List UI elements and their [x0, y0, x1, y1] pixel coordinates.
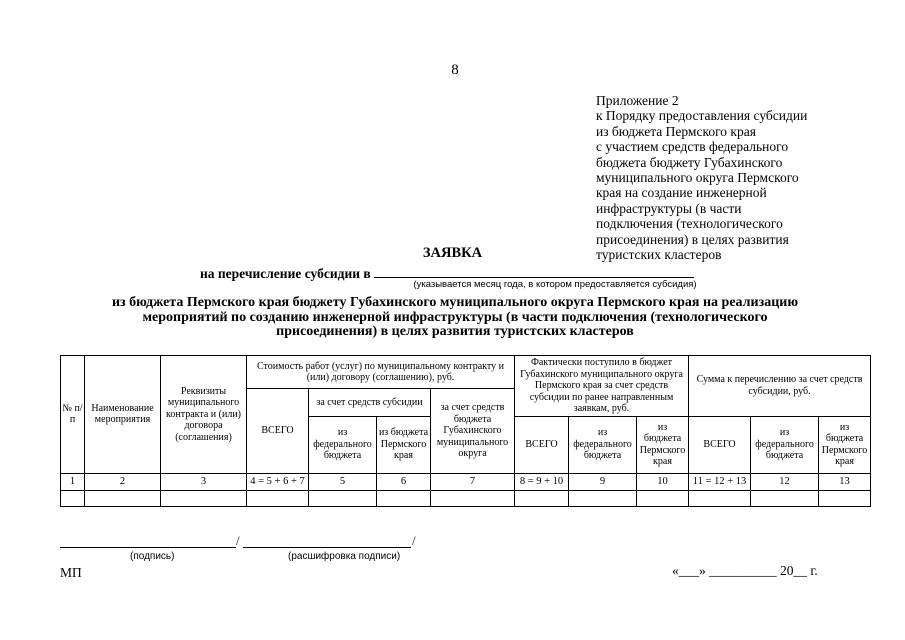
header-cost-group: Стоимость работ (услуг) по муниципальному контракту и (или) договору (соглашению), руб.: [247, 356, 515, 389]
empty-cell[interactable]: [819, 490, 871, 506]
column-number: 9: [569, 473, 637, 490]
empty-cell[interactable]: [309, 490, 377, 506]
header-cost-perm: из бюджета Пермского края: [377, 416, 431, 473]
empty-cell[interactable]: [247, 490, 309, 506]
header-cost-federal: из федерального бюджета: [309, 416, 377, 473]
decode-caption: (расшифровка подписи): [288, 551, 401, 562]
header-received-federal: из федерального бюджета: [569, 416, 637, 473]
empty-data-row: [61, 490, 871, 506]
appendix-line: муниципального округа Пермского: [596, 170, 799, 186]
header-name: Наименование мероприятия: [85, 356, 161, 474]
empty-cell[interactable]: [637, 490, 689, 506]
subsidy-request-table: [60, 355, 871, 507]
column-number: 6: [377, 473, 431, 490]
stamp-label: МП: [60, 565, 82, 580]
signature-caption: (подпись): [130, 551, 175, 562]
column-number: 4 = 5 + 6 + 7: [247, 473, 309, 490]
purpose-text: [60, 296, 850, 340]
column-number: 2: [85, 473, 161, 490]
signature-decode-line[interactable]: [243, 547, 411, 548]
page-number: 8: [451, 62, 459, 78]
empty-cell[interactable]: [751, 490, 819, 506]
purpose-line: присоединения) в целях развития туристских кластеров: [276, 324, 634, 339]
appendix-line: к Порядку предоставления субсидии: [596, 108, 808, 124]
header-transfer-group: Сумма к перечислению за счет средств субсидии, руб.: [689, 356, 871, 417]
column-number: 1: [61, 473, 85, 490]
header-cost-total: ВСЕГО: [247, 389, 309, 474]
signature-slash: /: [236, 533, 240, 548]
column-number: 8 = 9 + 10: [515, 473, 569, 490]
appendix-line: присоединения) в целях развития: [596, 231, 789, 247]
column-number: 10: [637, 473, 689, 490]
empty-cell[interactable]: [431, 490, 515, 506]
appendix-line: инфраструктуры (в части: [596, 200, 742, 216]
header-subsidy-subgroup: за счет средств субсидии: [309, 389, 431, 417]
column-number: 13: [819, 473, 871, 490]
header-no: № п/п: [61, 356, 85, 474]
column-number: 11 = 12 + 13: [689, 473, 751, 490]
appendix-line: подключения (технологического: [596, 216, 783, 232]
appendix-line: из бюджета Пермского края: [596, 123, 756, 139]
appendix-line: с участием средств федерального: [596, 139, 789, 155]
header-received-total: ВСЕГО: [515, 416, 569, 473]
empty-cell[interactable]: [515, 490, 569, 506]
column-number: 3: [161, 473, 247, 490]
empty-cell[interactable]: [161, 490, 247, 506]
empty-cell[interactable]: [377, 490, 431, 506]
purpose-line: мероприятий по созданию инженерной инфраструктуры (в части подключения (технологического: [142, 309, 768, 325]
appendix-line: туристских кластеров: [596, 247, 722, 263]
appendix-block: [596, 93, 846, 262]
subsidy-line-text: на перечисление субсидии в: [200, 266, 371, 281]
header-transfer-perm: из бюджета Пермского края: [819, 416, 871, 473]
header-received-perm: из бюджета Пермского края: [637, 416, 689, 473]
header-gubakha-budget: за счет средств бюджета Губахинского муниципального округа: [431, 389, 515, 474]
appendix-line: бюджета бюджету Губахинского: [596, 154, 783, 170]
document-title: ЗАЯВКА: [422, 245, 483, 261]
signature-slash: /: [412, 533, 416, 548]
signature-line[interactable]: [60, 547, 236, 548]
appendix-line: края на создание инженерной: [596, 185, 767, 201]
column-number: 7: [431, 473, 515, 490]
purpose-line: из бюджета Пермского края бюджету Губахинского муниципального округа Пермского края на реализацию: [111, 295, 799, 310]
empty-cell[interactable]: [61, 490, 85, 506]
date-line[interactable]: «___» __________ 20__ г.: [672, 563, 818, 578]
subsidy-hint: (указывается месяц года, в котором предоставляется субсидия): [413, 279, 697, 290]
column-numbers-row: [61, 473, 871, 490]
header-transfer-federal: из федерального бюджета: [751, 416, 819, 473]
empty-cell[interactable]: [689, 490, 751, 506]
header-received-group: Фактически поступило в бюджет Губахинского муниципального округа Пермского края за счет средств субсидии по ранее направленным заявкам, руб.: [515, 356, 689, 417]
empty-cell[interactable]: [569, 490, 637, 506]
header-transfer-total: ВСЕГО: [689, 416, 751, 473]
empty-cell[interactable]: [85, 490, 161, 506]
column-number: 5: [309, 473, 377, 490]
appendix-line: Приложение 2: [596, 93, 679, 108]
header-details: Реквизиты муниципального контракта и (или) договора (соглашения): [161, 356, 247, 474]
month-blank-field[interactable]: [374, 265, 694, 278]
column-number: 12: [751, 473, 819, 490]
